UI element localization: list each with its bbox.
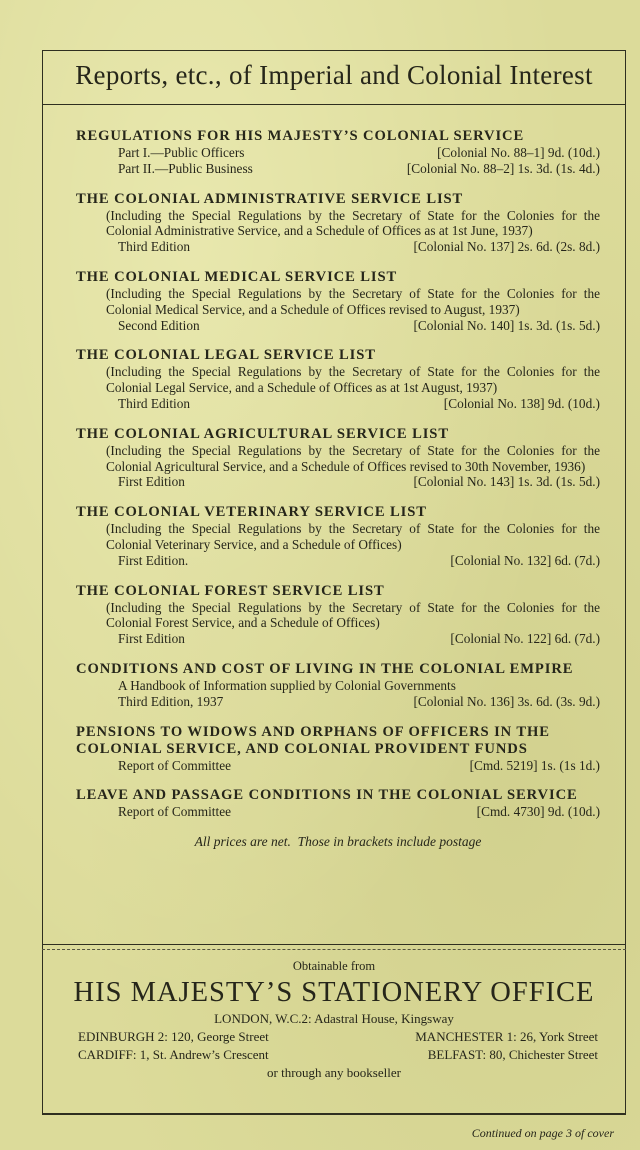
publication-section xyxy=(76,504,600,568)
section-title: THE COLONIAL MEDICAL SERVICE LIST xyxy=(76,268,398,285)
price-reference: [Colonial No. 132] 6d. (7d.) xyxy=(450,552,600,568)
address-row-2 xyxy=(42,1046,626,1064)
edition-row xyxy=(76,553,600,569)
section-title: THE COLONIAL ADMINISTRATIVE SERVICE LIST xyxy=(76,190,464,207)
price-reference: [Cmd. 5219] 1s. (1s 1d.) xyxy=(469,757,600,773)
edition-label: First Edition xyxy=(118,631,185,647)
edition-row xyxy=(76,804,600,820)
price-note xyxy=(76,834,600,850)
publication-section xyxy=(76,347,600,411)
edition-row xyxy=(76,474,600,490)
footer-bottom-rule xyxy=(42,1114,626,1115)
edition-label: Third Edition, 1937 xyxy=(118,693,224,709)
price-reference: [Colonial No. 122] 6d. (7d.) xyxy=(450,631,600,647)
address-belfast: BELFAST: 80, Chichester Street xyxy=(427,1047,598,1062)
price-reference: [Colonial No. 138] 9d. (10d.) xyxy=(443,395,600,411)
section-title: PENSIONS TO WIDOWS AND ORPHANS OF OFFICERS IN THE COLONIAL SERVICE, AND COLONIAL PROVIDENT FUNDS xyxy=(76,723,550,757)
section-title: THE COLONIAL AGRICULTURAL SERVICE LIST xyxy=(76,425,449,442)
publisher-block xyxy=(42,958,626,1082)
section-title: CONDITIONS AND COST OF LIVING IN THE COLONIAL EMPIRE xyxy=(76,660,574,677)
edition-row xyxy=(76,396,600,412)
publication-section xyxy=(76,661,600,710)
edition-row xyxy=(76,318,600,334)
price-reference: [Colonial No. 140] 1s. 3d. (1s. 5d.) xyxy=(413,317,600,333)
section-title: THE COLONIAL LEGAL SERVICE LIST xyxy=(76,347,376,364)
page-title: Reports, etc., of Imperial and Colonial Interest xyxy=(75,60,593,90)
section-description: (Including the Special Regulations by the Secretary of State for the Colonies for the Colonial Medical Service, and a Schedule of Offices revised to August, 1937) xyxy=(106,285,600,317)
address-row-1 xyxy=(42,1028,626,1046)
address-london: LONDON, W.C.2: Adastral House, Kingsway xyxy=(214,1011,454,1026)
publication-section xyxy=(76,583,600,647)
edition-row xyxy=(76,239,600,255)
edition-row xyxy=(76,631,600,647)
bookseller-note: or through any bookseller xyxy=(267,1065,401,1080)
price-note-postage: Those in brackets include postage xyxy=(297,834,482,850)
edition-label: Part I.—Public Officers xyxy=(118,145,245,160)
edition-row xyxy=(76,694,600,710)
edition-label: Part II.—Public Business xyxy=(118,160,253,176)
price-reference: [Colonial No. 143] 1s. 3d. (1s. 5d.) xyxy=(413,474,600,490)
price-reference: [Colonial No. 137] 2s. 6d. (2s. 8d.) xyxy=(413,239,600,255)
footer-top-rule-thin xyxy=(42,949,626,950)
section-description: (Including the Special Regulations by the Secretary of State for the Colonies for the Colonial Agricultural Service, and a Schedule of Offices revised to 30th November, 1936) xyxy=(106,442,600,474)
header-rule xyxy=(42,104,626,105)
edition-row xyxy=(76,161,600,177)
section-subtitle: A Handbook of Information supplied by Colonial Governments xyxy=(118,677,456,693)
section-title: THE COLONIAL FOREST SERVICE LIST xyxy=(76,582,385,599)
price-reference: [Colonial No. 88–2] 1s. 3d. (1s. 4d.) xyxy=(406,160,600,176)
section-title: LEAVE AND PASSAGE CONDITIONS IN THE COLONIAL SERVICE xyxy=(76,787,578,804)
edition-label: Third Edition xyxy=(118,395,191,411)
address-manchester: MANCHESTER 1: 26, York Street xyxy=(415,1029,598,1044)
address-edinburgh: EDINBURGH 2: 120, George Street xyxy=(78,1029,269,1044)
edition-label: Report of Committee xyxy=(118,757,232,773)
publication-section xyxy=(76,269,600,333)
edition-label: First Edition xyxy=(118,474,185,490)
section-title: THE COLONIAL VETERINARY SERVICE LIST xyxy=(76,504,427,521)
section-title: REGULATIONS FOR HIS MAJESTY’S COLONIAL SERVICE xyxy=(76,128,525,144)
address-cardiff: CARDIFF: 1, St. Andrew’s Crescent xyxy=(78,1047,269,1062)
publication-section xyxy=(76,724,600,774)
publication-section xyxy=(76,191,600,255)
edition-row xyxy=(76,758,600,774)
edition-label: Report of Committee xyxy=(118,804,232,820)
edition-label: Third Edition xyxy=(118,239,191,255)
footer-top-rule xyxy=(42,944,626,945)
edition-label: First Edition. xyxy=(118,552,189,568)
publication-section xyxy=(76,426,600,490)
price-reference: [Colonial No. 136] 3s. 6d. (3s. 9d.) xyxy=(413,693,600,709)
edition-row xyxy=(76,145,600,161)
section-description: (Including the Special Regulations by the Secretary of State for the Colonies for the Colonial Forest Service, and a Schedule of Offices) xyxy=(106,599,600,631)
price-reference: [Colonial No. 88–1] 9d. (10d.) xyxy=(437,145,600,160)
publication-list xyxy=(76,128,600,850)
publication-section xyxy=(76,128,600,177)
section-description: (Including the Special Regulations by the Secretary of State for the Colonies for the Colonial Veterinary Service, and a Schedule of Offices) xyxy=(106,521,600,552)
publisher-name: HIS MAJESTY’S STATIONERY OFFICE xyxy=(73,977,595,1008)
publication-section xyxy=(76,787,600,820)
continued-note: Continued on page 3 of cover xyxy=(471,1126,614,1140)
section-description: (Including the Special Regulations by the Secretary of State for the Colonies for the Colonial Legal Service, and a Schedule of Offices as at 1st August, 1937) xyxy=(106,364,600,396)
edition-label: Second Edition xyxy=(118,317,200,333)
section-description: (Including the Special Regulations by the Secretary of State for the Colonies for the Colonial Administrative Service, and a Schedule of Offices as at 1st June, 1937) xyxy=(106,207,600,239)
price-note-net: All prices are net. xyxy=(194,834,291,850)
obtainable-label: Obtainable from xyxy=(292,959,376,973)
price-reference: [Cmd. 4730] 9d. (10d.) xyxy=(476,804,600,820)
